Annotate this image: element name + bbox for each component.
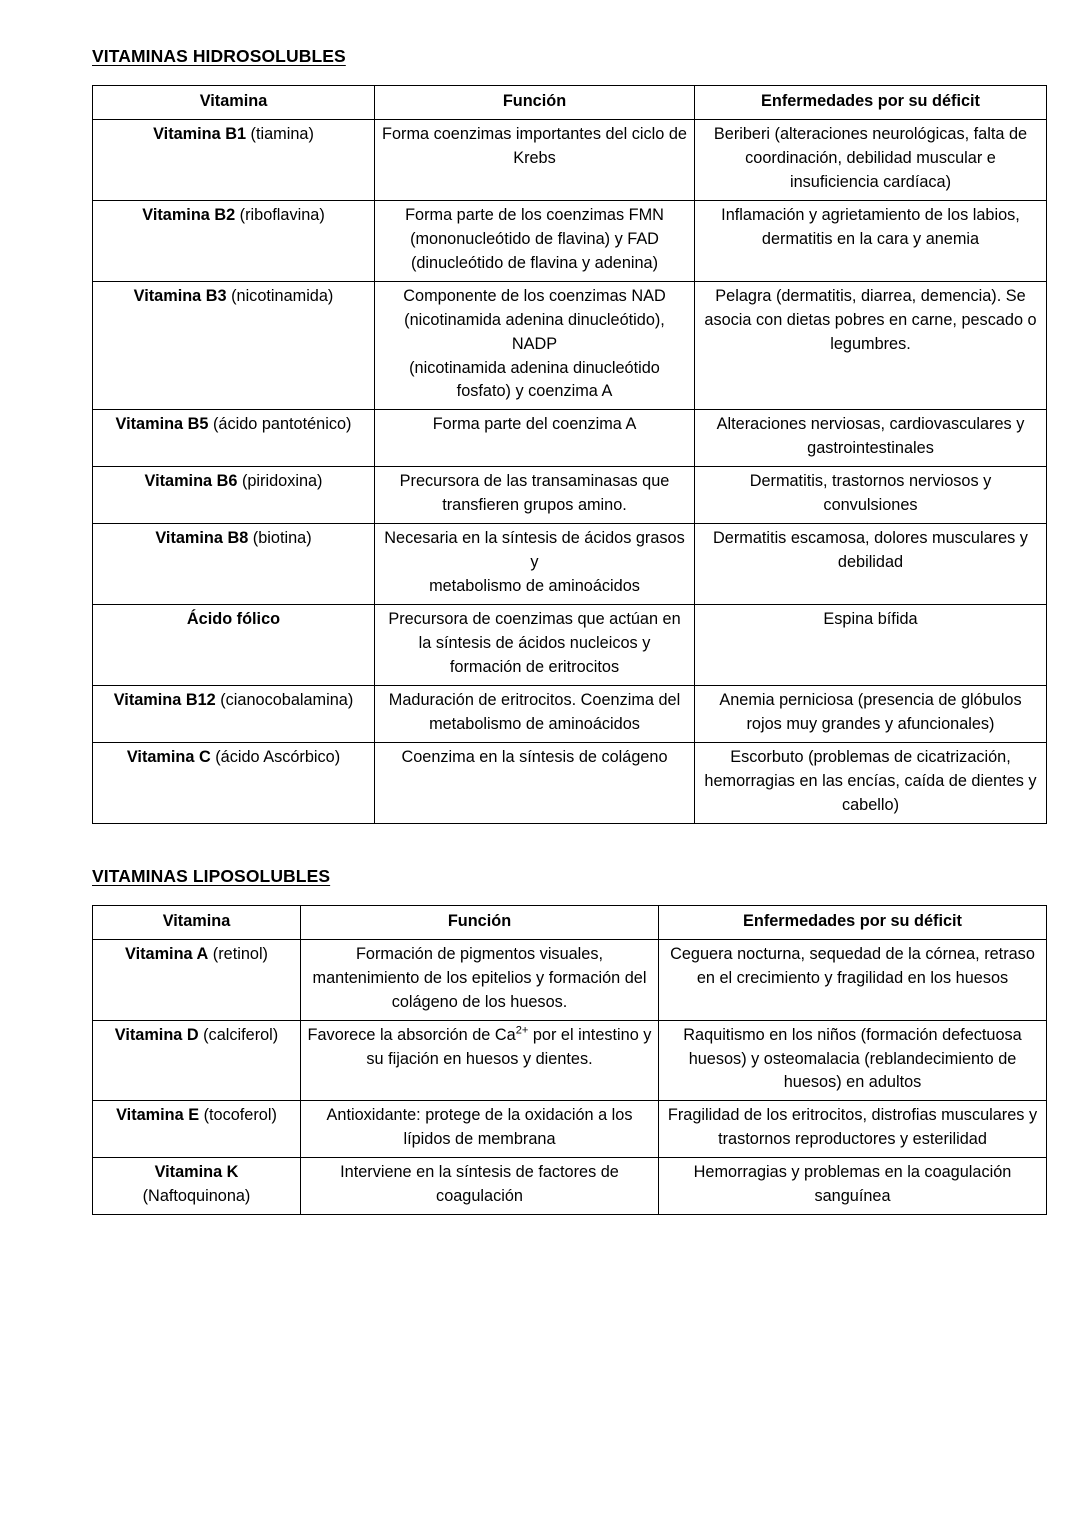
vitamin-name-alias: (tocoferol) <box>199 1106 277 1125</box>
cell-function: Favorece la absorción de $Ca^{2+}$ por el intestino y su fijación en huesos y dientes. <box>301 1020 659 1101</box>
vitamin-name-bold: Vitamina B12 <box>113 690 216 709</box>
cell-vitamin-name <box>93 281 375 410</box>
cell-vitamin-name <box>93 200 375 281</box>
cell-deficiency: Hemorragias y problemas en la coagulación sanguínea <box>659 1158 1047 1215</box>
table-row <box>93 1158 1047 1215</box>
section-heading-hidrosolubles: VITAMINAS HIDROSOLUBLES <box>92 46 346 66</box>
cell-vitamin-name <box>93 524 375 605</box>
cell-vitamin-name <box>93 119 375 200</box>
vitamin-name-bold: Vitamina K <box>154 1163 239 1182</box>
cell-deficiency: Espina bífida <box>695 605 1047 686</box>
vitamin-name-bold: Vitamina B6 <box>144 472 238 491</box>
vitamin-name-alias: (cianocobalamina) <box>215 690 354 709</box>
vitamin-name-bold: Vitamina A <box>125 944 209 963</box>
table-row <box>93 1101 1047 1158</box>
vitamin-name-bold: Vitamina B5 <box>115 415 209 434</box>
vitamin-name-bold: Vitamina C <box>126 747 211 766</box>
table-row <box>93 1020 1047 1101</box>
vitamin-name-alias: (ácido pantoténico) <box>208 415 352 434</box>
column-header-funcion: Función <box>301 905 659 939</box>
cell-deficiency: Ceguera nocturna, sequedad de la córnea, retraso en el crecimiento y fragilidad en los huesos <box>659 939 1047 1020</box>
cell-function: Precursora de las transaminasas que transfieren grupos amino. <box>375 467 695 524</box>
cell-deficiency: Dermatitis escamosa, dolores musculares y debilidad <box>695 524 1047 605</box>
column-header-funcion: Función <box>375 86 695 120</box>
table-row <box>93 200 1047 281</box>
table-header-row <box>93 905 1047 939</box>
vitamin-name-bold: Vitamina B2 <box>142 205 236 224</box>
vitamin-name-bold: Vitamina B3 <box>133 286 227 305</box>
table-row <box>93 467 1047 524</box>
cell-function: Forma parte de los coenzimas FMN (mononucleótido de flavina) y FAD (dinucleótido de flavina y adenina) <box>375 200 695 281</box>
vitamin-name-alias: (piridoxina) <box>237 472 323 491</box>
cell-vitamin-name <box>93 467 375 524</box>
cell-deficiency: Escorbuto (problemas de cicatrización, hemorragias en las encías, caída de dientes y cabello) <box>695 742 1047 823</box>
section-spacer <box>92 824 1046 866</box>
cell-function: Antioxidante: protege de la oxidación a los lípidos de membrana <box>301 1101 659 1158</box>
cell-function: Precursora de coenzimas que actúan en la síntesis de ácidos nucleicos y formación de eritrocitos <box>375 605 695 686</box>
cell-function: Forma parte del coenzima A <box>375 410 695 467</box>
table-row <box>93 605 1047 686</box>
cell-function: Coenzima en la síntesis de colágeno <box>375 742 695 823</box>
vitamin-name-alias: (nicotinamida) <box>226 286 334 305</box>
cell-vitamin-name <box>93 685 375 742</box>
column-header-vitamina: Vitamina <box>93 905 301 939</box>
vitamin-name-alias: (Naftoquinona) <box>142 1187 251 1206</box>
table-row <box>93 685 1047 742</box>
cell-deficiency: Beriberi (alteraciones neurológicas, falta de coordinación, debilidad muscular e insuficiencia cardíaca) <box>695 119 1047 200</box>
table-row <box>93 281 1047 410</box>
table-row <box>93 524 1047 605</box>
cell-vitamin-name <box>93 410 375 467</box>
cell-deficiency: Dermatitis, trastornos nerviosos y convulsiones <box>695 467 1047 524</box>
vitamin-name-bold: Ácido fólico <box>186 610 281 629</box>
vitamin-name-alias: (biotina) <box>248 529 312 548</box>
vitamins-table-liposolubles <box>92 905 1047 1215</box>
cell-vitamin-name <box>93 939 301 1020</box>
vitamin-name-alias: (calciferol) <box>198 1025 279 1044</box>
column-header-enfermedades: Enfermedades por su déficit <box>695 86 1047 120</box>
table-row <box>93 939 1047 1020</box>
cell-function: Maduración de eritrocitos. Coenzima del metabolismo de aminoácidos <box>375 685 695 742</box>
vitamin-name-bold: Vitamina B1 <box>153 124 247 143</box>
cell-function: Componente de los coenzimas NAD (nicotinamida adenina dinucleótido), NADP (nicotinamida adenina dinucleótido fosfato) y coenzima A <box>375 281 695 410</box>
cell-function: Forma coenzimas importantes del ciclo de Krebs <box>375 119 695 200</box>
cell-deficiency: Fragilidad de los eritrocitos, distrofias musculares y trastornos reproductores y esterilidad <box>659 1101 1047 1158</box>
vitamin-name-bold: Vitamina E <box>116 1106 200 1125</box>
table-row <box>93 410 1047 467</box>
cell-vitamin-name <box>93 1020 301 1101</box>
cell-vitamin-name <box>93 605 375 686</box>
cell-function: Interviene en la síntesis de factores de coagulación <box>301 1158 659 1215</box>
section-heading-liposolubles: VITAMINAS LIPOSOLUBLES <box>92 865 331 886</box>
cell-deficiency: Inflamación y agrietamiento de los labios, dermatitis en la cara y anemia <box>695 200 1047 281</box>
table-row <box>93 742 1047 823</box>
column-header-enfermedades: Enfermedades por su déficit <box>659 905 1047 939</box>
table-header-row <box>93 86 1047 120</box>
vitamin-name-alias: (ácido Ascórbico) <box>210 747 341 766</box>
column-header-vitamina: Vitamina <box>93 86 375 120</box>
cell-deficiency: Pelagra (dermatitis, diarrea, demencia). Se asocia con dietas pobres en carne, pescado o legumbres. <box>695 281 1047 410</box>
cell-vitamin-name <box>93 1158 301 1215</box>
vitamin-name-bold: Vitamina D <box>114 1025 199 1044</box>
section-hidrosolubles <box>92 46 1046 85</box>
superscript-charge: 2+ <box>515 1024 529 1037</box>
cell-vitamin-name <box>93 1101 301 1158</box>
vitamin-name-alias: (retinol) <box>208 944 268 963</box>
vitamins-table-hidrosolubles <box>92 85 1047 824</box>
cell-function: Necesaria en la síntesis de ácidos grasos y metabolismo de aminoácidos <box>375 524 695 605</box>
cell-vitamin-name <box>93 742 375 823</box>
vitamin-name-alias: (tiamina) <box>246 124 314 143</box>
cell-function: Formación de pigmentos visuales, mantenimiento de los epitelios y formación del colágeno de los huesos. <box>301 939 659 1020</box>
vitamin-name-bold: Vitamina B8 <box>155 529 249 548</box>
cell-deficiency: Alteraciones nerviosas, cardiovasculares y gastrointestinales <box>695 410 1047 467</box>
section-liposolubles <box>92 866 1046 905</box>
vitamin-name-alias: (riboflavina) <box>235 205 325 224</box>
cell-deficiency: Anemia perniciosa (presencia de glóbulos rojos muy grandes y afuncionales) <box>695 685 1047 742</box>
cell-deficiency: Raquitismo en los niños (formación defectuosa huesos) y osteomalacia (reblandecimiento de huesos) en adultos <box>659 1020 1047 1101</box>
table-row <box>93 119 1047 200</box>
